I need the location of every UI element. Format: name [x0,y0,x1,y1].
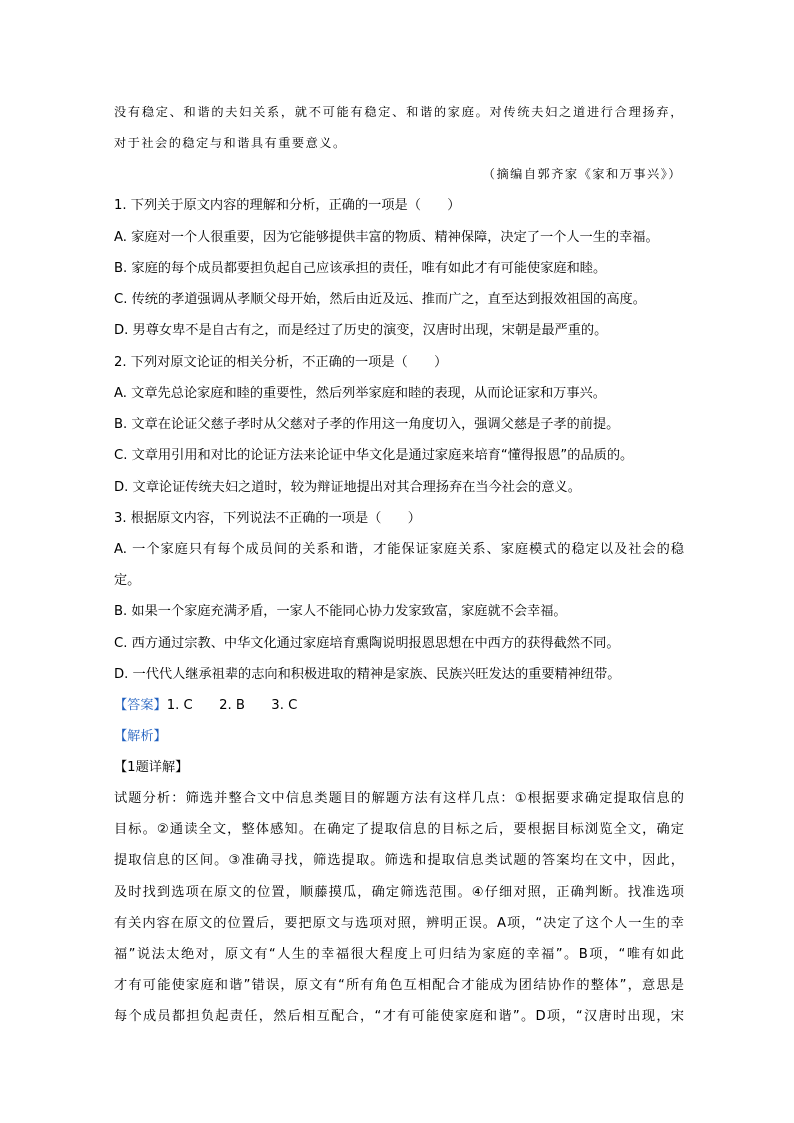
question-3-option-d: D. 一代代人继承祖辈的志向和积极进取的精神是家族、民族兴旺发达的重要精神纽带。 [114,667,621,682]
passage-source: （摘编自郭齐家《家和万事兴》） [482,167,682,181]
passage-line: 没有稳定、和谐的夫妇关系，就不可能有稳定、和谐的家庭。对传统夫妇之道进行合理扬弃， [114,105,684,119]
analysis-line: 试题分析：筛选并整合文中信息类题目的解题方法有这样几点：①根据要求确定提取信息的 [114,791,684,806]
answer-values: 1. C 2. B 3. C [166,698,298,713]
analysis-line: 才有可能使家庭和谐”错误，原文有“所有角色互相配合才能成为团结协作的整体”，意思是 [114,978,684,993]
analysis-line: 提取信息的区间。③准确寻找，筛选提取。筛选和提取信息类试题的答案均在文中，因此， [114,853,684,868]
question-stem-2: 2. 下列对原文论证的相关分析，不正确的一项是（ ） [114,355,448,370]
question-stem-3: 3. 根据原文内容，下列说法不正确的一项是（ ） [114,511,421,526]
answer-line [114,696,684,716]
analysis-line: 有关内容在原文的位置后，要把原文与选项对照，辨明正误。A项，“决定了这个人一生的幸 [114,916,684,931]
analysis-line: 及时找到选项在原文的位置，顺藤摸瓜，确定筛选范围。④仔细对照，正确判断。找准选项 [114,885,684,900]
question-2-option-d: D. 文章论证传统夫妇之道时，较为辩证地提出对其合理扬弃在当今社会的意义。 [114,480,581,495]
answer-tag: 【答案】 [114,698,167,713]
question-1-option-b: B. 家庭的每个成员都要担负起自己应该承担的责任，唯有如此才有可能使家庭和睦。 [114,261,607,276]
analysis-tag [114,727,684,747]
question-3-option-c: C. 西方通过宗教、中华文化通过家庭培育熏陶说明报恩思想在中西方的获得截然不同。 [114,636,620,651]
analysis-tag-text: 【解析】 [114,729,167,744]
question-1-option-a: A. 家庭对一个人很重要，因为它能够提供丰富的物质、精神保障，决定了一个人一生的幸福。 [114,230,659,245]
analysis-line: 福”说法太绝对，原文有“人生的幸福很大程度上可归结为家庭的幸福”。B项，“唯有如此 [114,947,684,962]
question-2-option-c: C. 文章用引用和对比的论证方法来论证中华文化是通过家庭来培育“懂得报恩”的品质的。 [114,448,634,463]
question-3-option-b: B. 如果一个家庭充满矛盾，一家人不能同心协力发家致富，家庭就不会幸福。 [114,604,567,619]
question-3-option-a: A. 一个家庭只有每个成员间的关系和谐，才能保证家庭关系、家庭模式的稳定以及社会的稳 [114,542,684,557]
question-2-option-a: A. 文章先总论家庭和睦的重要性，然后列举家庭和睦的表现，从而论证家和万事兴。 [114,386,606,401]
analysis-line: 每个成员都担负起责任，然后相互配合，“才有可能使家庭和谐”。D项，“汉唐时出现，宋 [114,1009,684,1024]
question-2-option-b: B. 文章在论证父慈子孝时从父慈对子孝的作用这一角度切入，强调父慈是子孝的前提。 [114,417,620,432]
analysis-subtag: 【1题详解】 [114,760,189,775]
passage-line: 对于社会的稳定与和谐具有重要意义。 [114,136,347,150]
question-stem-1: 1. 下列关于原文内容的理解和分析，正确的一项是（ ） [114,198,461,213]
question-3-option-a-cont: 定。 [114,573,141,588]
question-1-option-c: C. 传统的孝道强调从孝顺父母开始，然后由近及远、推而广之，直至达到报效祖国的高度。 [114,292,646,307]
analysis-line: 目标。②通读全文，整体感知。在确定了提取信息的目标之后，要根据目标浏览全文，确定 [114,822,684,837]
question-1-option-d: D. 男尊女卑不是自古有之，而是经过了历史的演变，汉唐时出现，宋朝是最严重的。 [114,323,608,338]
